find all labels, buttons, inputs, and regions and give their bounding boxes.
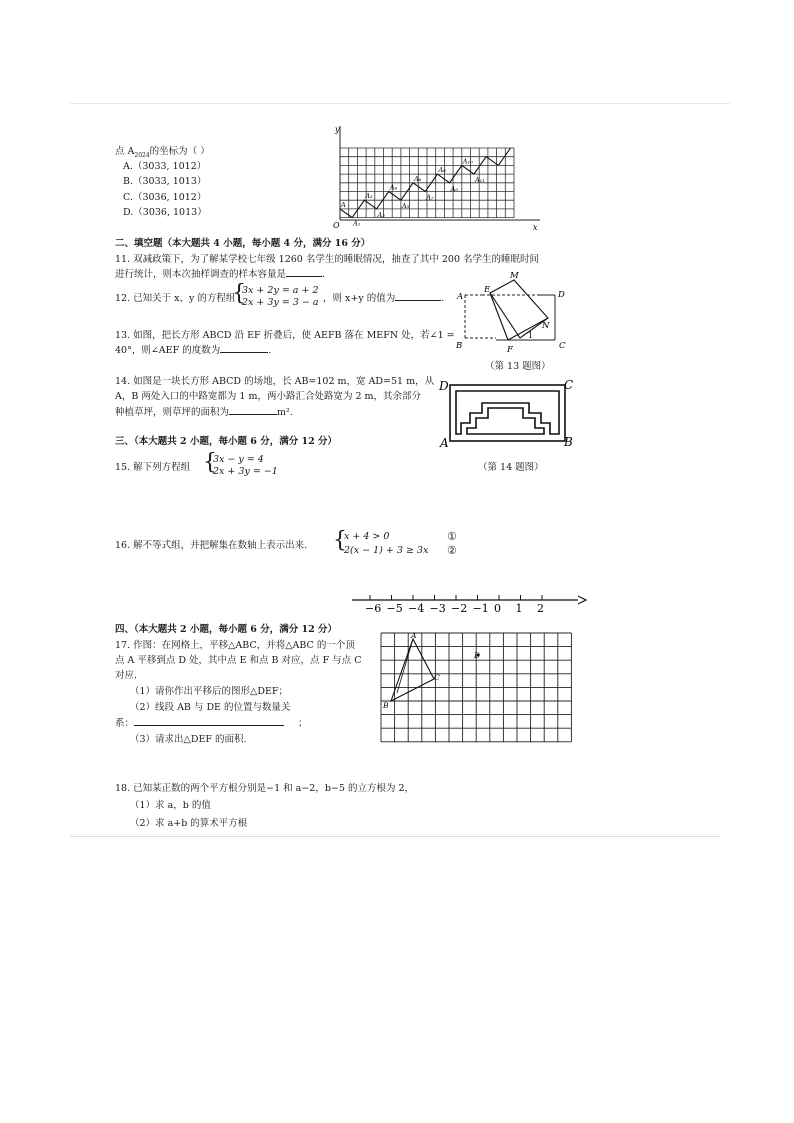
q13-label-m: M <box>510 271 519 281</box>
q14-line2: A，B 两处入口的中路宽都为 1 m，两小路汇合处路宽为 2 m，其余部分 <box>115 391 422 402</box>
q10-option-b: B.（3033, 1013） <box>123 176 207 187</box>
q10-point-label: A₁₀ <box>462 157 473 166</box>
q11-line2: 进行统计，则本次抽样调查的样本容量是 . <box>115 269 326 280</box>
q13-caption: （第 13 题图） <box>485 361 551 372</box>
q16-mark2: ② <box>447 544 457 557</box>
q16-mark1: ① <box>447 530 457 543</box>
numberline-tick-label: −3 <box>429 602 446 615</box>
scan-edge-top <box>70 103 730 104</box>
numberline-tick-label: 2 <box>537 602 544 615</box>
q10-point-label: A₁₁ <box>474 176 485 185</box>
q10-point-label: A₅ <box>401 202 410 211</box>
q13-line1: 13. 如图，把长方形 ABCD 沿 EF 折叠后，使 AEFB 落在 MEFN 处，若∠1 = <box>115 330 455 341</box>
q13-line2: 40°，则∠AEF 的度数为 . <box>115 345 272 356</box>
q17-label-a: A <box>411 631 417 640</box>
q16-prefix: 16. 解不等式组，并把解集在数轴上表示出来. <box>115 540 308 551</box>
q14-label-a: A <box>440 436 449 448</box>
q12-prefix: 12. 已知关于 x、y 的方程组 <box>115 293 236 304</box>
q17-label-c: C <box>434 673 440 682</box>
q13-label-b: B <box>456 341 463 351</box>
q13-label-c: C <box>559 341 566 351</box>
q10-coordinate-figure <box>330 122 545 234</box>
q17-label-b: B <box>383 701 389 710</box>
numberline-tick-label: −2 <box>451 602 468 615</box>
q10-option-a: A.（3033, 1012） <box>123 161 207 172</box>
q12-brace: { <box>232 281 246 306</box>
q14-label-b: B <box>564 435 573 448</box>
section3-heading: 三、（本大题共 2 小题，每小题 6 分，满分 12 分） <box>115 436 338 447</box>
q12-suffix: ，则 x+y 的值为 . <box>323 293 445 304</box>
q15-eq1: 3x − y = 4 <box>213 454 264 465</box>
q14-line3: 种植草坪，则草坪的面积为 m². <box>115 407 293 418</box>
q12-eq1: 3x + 2y = a + 2 <box>242 285 319 296</box>
q18-part1: （1）求 a，b 的值 <box>130 800 211 811</box>
q14-label-d: D <box>439 379 449 393</box>
q17-part2b: 系： ； <box>115 718 308 729</box>
section4-heading: 四、（本大题共 2 小题，每小题 6 分，满分 12 分） <box>115 624 338 635</box>
q10-point-label: A <box>341 200 346 209</box>
q12-eq2: 2x + 3y = 3 − a <box>242 297 319 308</box>
numberline-tick-label: −1 <box>472 602 489 615</box>
q10-point-label: A₇ <box>426 193 434 202</box>
q10-axis-x-label: x <box>533 223 538 232</box>
q15-prefix: 15. 解下列方程组 <box>115 462 191 473</box>
q17-line2: 点 A 平移到点 D 处，其中点 E 和点 B 对应，点 F 与点 C <box>115 655 362 666</box>
q10-point-label: A₁ <box>353 219 361 228</box>
q13-label-e: E <box>484 285 491 295</box>
q14-line1: 14. 如图是一块长方形 ABCD 的场地，长 AB=102 m，宽 AD=51 m，从 <box>115 376 435 387</box>
q10-point-label: A₆ <box>414 174 422 183</box>
numberline-tick-label: −6 <box>365 602 382 615</box>
q17-line3: 对应. <box>115 670 138 681</box>
q10-stem: 点 $A_{2024}$的坐标为（ ） <box>115 146 210 159</box>
q17-grid-figure <box>378 630 578 746</box>
q11-line1: 11. 双减政策下，为了解某学校七年级 1260 名学生的睡眠情况，抽查了其中 200 名学生的睡眠时间 <box>115 254 540 265</box>
q14-caption: （第 14 题图） <box>478 462 544 473</box>
q10-point-label: A₄ <box>389 183 398 192</box>
q16-brace: { <box>333 528 347 553</box>
q10-axis-y-label: y <box>335 125 340 134</box>
q13-label-n: N <box>542 321 550 331</box>
q16-number-line <box>350 592 590 616</box>
q10-origin-label: O <box>333 221 340 230</box>
q13-label-f: F <box>507 345 513 355</box>
q17-part2a: （2）线段 AB 与 DE 的位置与数量关 <box>130 702 291 713</box>
q10-option-d: D.（3036, 1013） <box>123 207 207 218</box>
q14-figure <box>437 376 579 448</box>
q13-label-d: D <box>558 290 565 300</box>
q17-label-d: D <box>474 651 481 660</box>
q16-eq1: x + 4 > 0 <box>344 531 390 542</box>
q15-brace: { <box>203 450 217 475</box>
numberline-tick-label: 0 <box>494 602 501 615</box>
q14-label-c: C <box>564 378 574 392</box>
q13-label-a: A <box>457 292 464 302</box>
q10-point-label: A₂ <box>365 192 373 201</box>
q17-part1: （1）请你作出平移后的图形△DEF； <box>130 686 288 697</box>
q16-eq2: 2(x − 1) + 3 ≥ 3x <box>344 545 429 556</box>
q10-point-label: A₈ <box>438 166 446 175</box>
numberline-tick-label: −5 <box>386 602 403 615</box>
q10-point-label: A₃ <box>377 210 385 219</box>
scan-edge-bottom <box>70 836 720 837</box>
q18-line1: 18. 已知某正数的两个平方根分别是−1 和 a−2，b−5 的立方根为 2， <box>115 783 415 794</box>
q17-part3: （3）请求出△DEF 的面积. <box>130 734 247 745</box>
q13-figure <box>452 268 577 360</box>
numberline-tick-label: −4 <box>408 602 425 615</box>
q15-eq2: 2x + 3y = −1 <box>213 466 278 477</box>
numberline-tick-label: 1 <box>515 602 523 615</box>
q10-option-c: C.（3036, 1012） <box>123 192 207 203</box>
q10-point-label: A₉ <box>450 184 458 193</box>
q13-angle-label: 1 <box>528 331 534 340</box>
q17-line1: 17. 作图：在网格上，平移△ABC，并将△ABC 的一个顶 <box>115 640 355 651</box>
q18-part2: （2）求 a+b 的算术平方根 <box>130 818 248 829</box>
section2-heading: 二、填空题（本大题共 4 小题，每小题 4 分，满分 16 分） <box>115 238 371 249</box>
